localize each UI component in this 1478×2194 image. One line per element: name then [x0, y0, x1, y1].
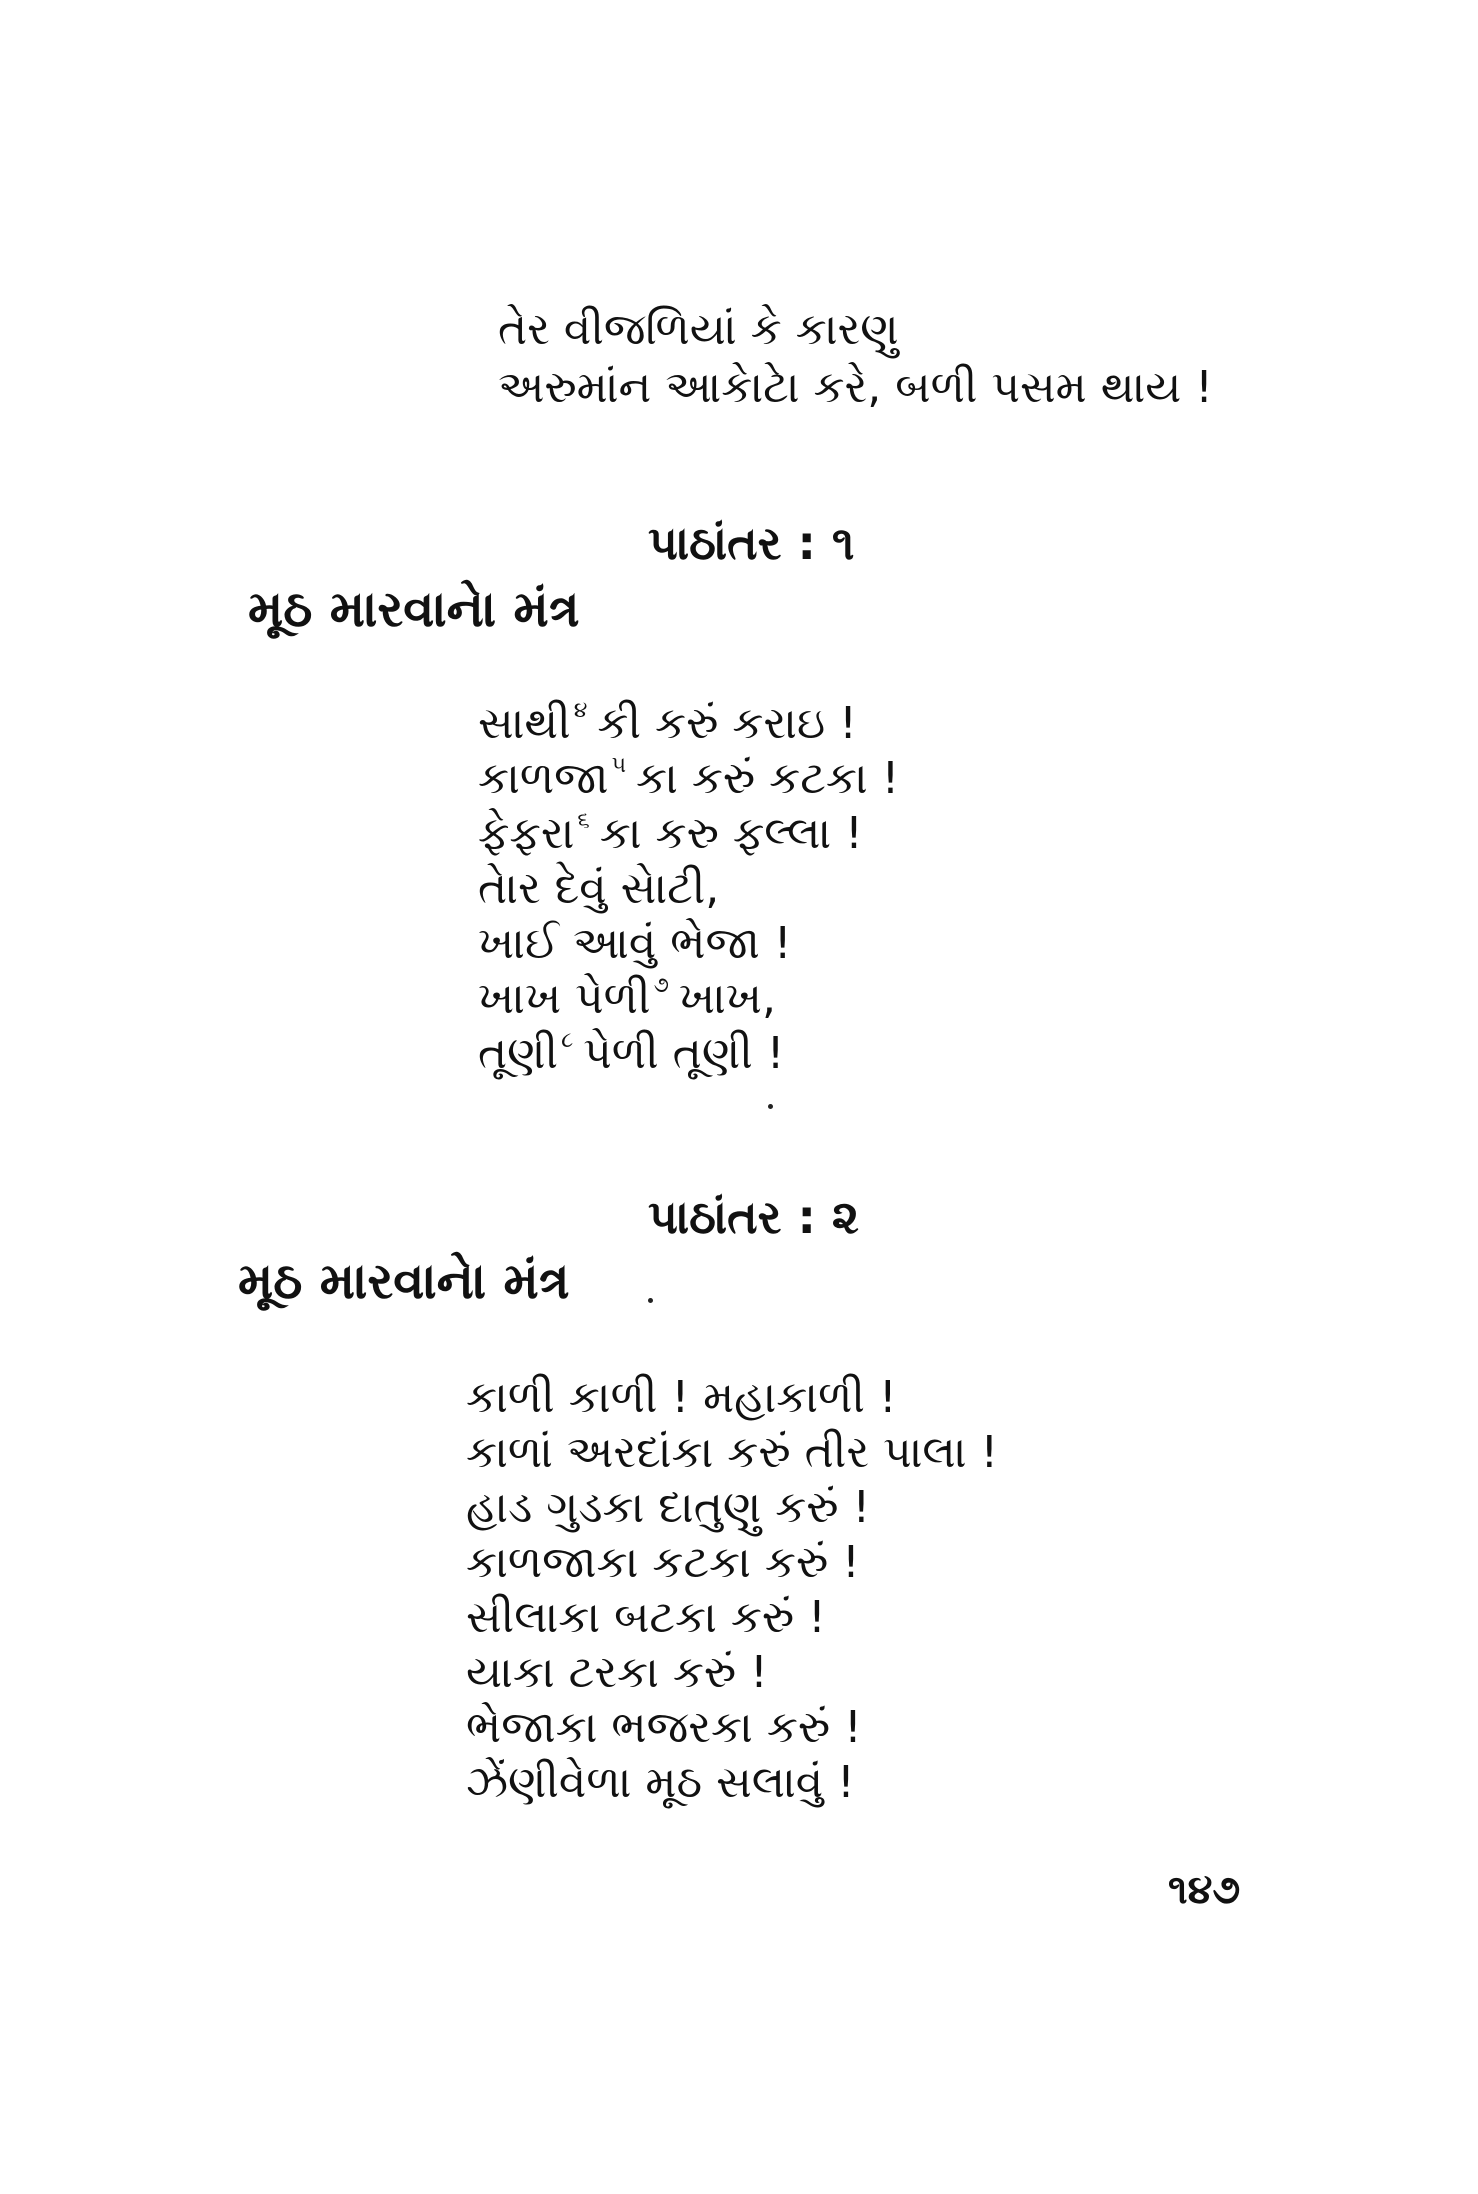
verse-line: ખાઈ આવું ભેજા !	[478, 917, 792, 969]
verse-line: કાળાં અરદાંકા કરું તીર પાલા !	[466, 1426, 999, 1478]
footnote-marker: ૭	[653, 973, 669, 998]
variant-1-title: મૂઠ મારવાનેા મંત્ર	[248, 580, 580, 638]
verse-line: સીલાકા બટકા કરું !	[466, 1591, 826, 1643]
print-speck	[768, 1104, 773, 1109]
verse-line: કાળજાકા કટકા કરું !	[466, 1536, 860, 1588]
verse-line: ખાખ પેળી $^૭$ ખાખ,	[478, 972, 776, 1024]
verse-line: કાળી કાળી ! મહાકાળી !	[466, 1371, 897, 1423]
variant-2-title: મૂઠ મારવાનેા મંત્ર	[238, 1252, 570, 1310]
footnote-marker: ૮	[561, 1028, 574, 1053]
variant-2-verse	[466, 1370, 998, 1810]
verse-line: સાથી $^૪$ કી કરું કરાઇ !	[478, 697, 857, 749]
variant-1-label: પાઠાંતર : ૧	[648, 516, 855, 570]
verse-line: હાડ ગુડકા દાતુણુ કરું !	[466, 1481, 871, 1533]
verse-line: યાકા ટરકા કરું !	[466, 1646, 768, 1698]
verse-line: કાળજા $^૫$ કા કરું કટકા !	[478, 752, 900, 804]
variant-2-label: પાઠાંતર : ૨	[648, 1190, 859, 1244]
footnote-marker: ૫	[611, 753, 627, 778]
page-number: ૧૪૭	[1168, 1867, 1241, 1913]
verse-line: ઝેંણીવેળા મૂઠ સલાવું !	[466, 1756, 855, 1808]
footnote-marker: ૬	[577, 808, 590, 833]
intro-line-1: તેર વીજળિયાં કે કારણુ	[498, 304, 899, 355]
verse-line: ફેફરા $^૬$ કા કરુ ફલ્લા !	[478, 807, 863, 859]
verse-line: તેાર દેવું સેાટી,	[478, 862, 720, 914]
intro-line-2: અરુમાંન આકેાટેા કરે, બળી પસમ થાય !	[498, 362, 1213, 413]
verse-line: ભેજાકા ભજરકા કરું !	[466, 1701, 862, 1753]
verse-line: તૂણી $^૮$ પેળી તૂણી !	[478, 1027, 785, 1079]
variant-1-verse	[478, 696, 899, 1081]
footnote-marker: ૪	[573, 698, 588, 723]
print-speck	[648, 1298, 653, 1303]
